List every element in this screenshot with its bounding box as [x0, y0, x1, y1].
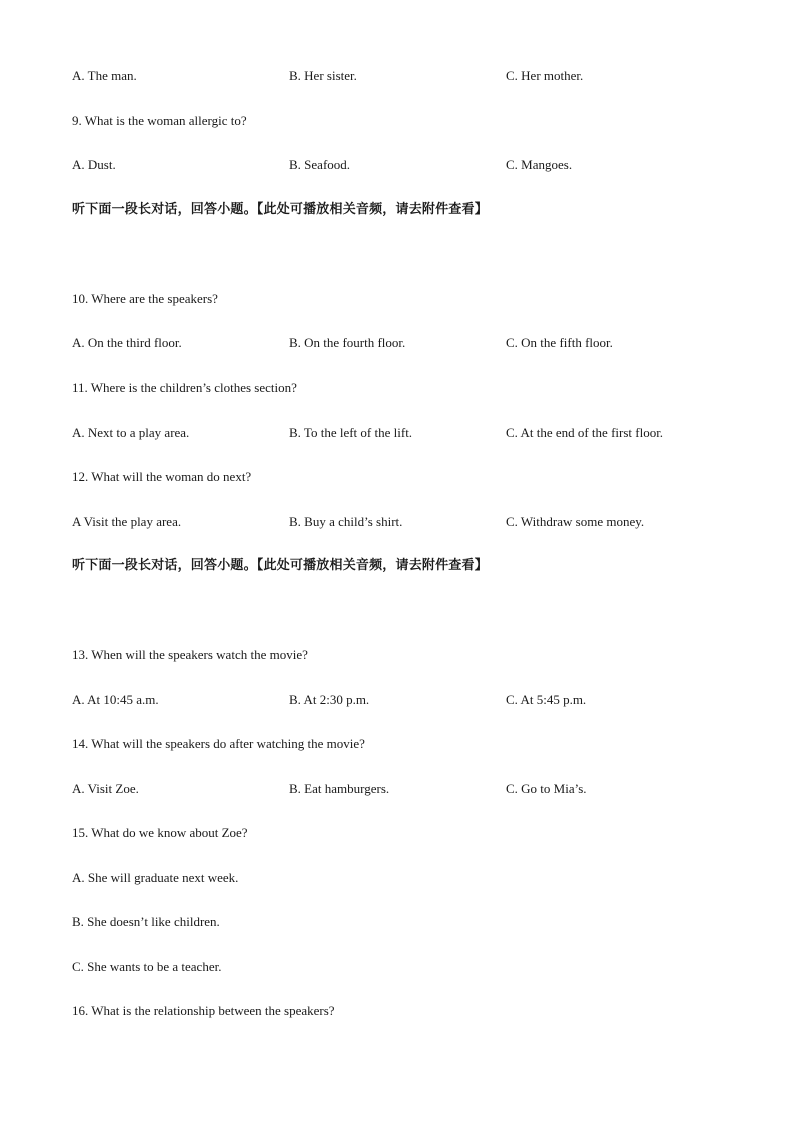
q14-option-c: C. Go to Mia’s.: [506, 781, 587, 796]
q13-option-b: B. At 2:30 p.m.: [289, 692, 370, 707]
q9-question: 9. What is the woman allergic to?: [72, 113, 247, 128]
q10-option-a: A. On the third floor.: [72, 335, 182, 350]
q8-option-c: C. Her mother.: [506, 68, 584, 83]
q15-option-b: B. She doesn’t like children.: [72, 914, 220, 929]
q15-option-a: A. She will graduate next week.: [72, 870, 239, 885]
q16-question: 16. What is the relationship between the speakers?: [72, 1003, 335, 1018]
q12-option-b: B. Buy a child’s shirt.: [289, 514, 403, 529]
q10-option-c: C. On the fifth floor.: [506, 335, 613, 350]
section-instruction-1: 听下面一段长对话，回答小题。【此处可播放相关音频，请去附件查看】: [72, 202, 488, 217]
q9-option-a: A. Dust.: [72, 157, 116, 172]
q10-question: 10. Where are the speakers?: [72, 291, 218, 306]
q13-question: 13. When will the speakers watch the movie?: [72, 647, 308, 662]
q11-option-a: A. Next to a play area.: [72, 425, 190, 440]
q9-option-c: C. Mangoes.: [506, 157, 573, 172]
q13-option-a: A. At 10:45 a.m.: [72, 692, 159, 707]
q8-option-b: B. Her sister.: [289, 68, 357, 83]
q14-option-a: A. Visit Zoe.: [72, 781, 139, 796]
q14-question: 14. What will the speakers do after watching the movie?: [72, 736, 365, 751]
q12-option-c: C. Withdraw some money.: [506, 514, 645, 529]
q14-option-b: B. Eat hamburgers.: [289, 781, 390, 796]
section-instruction-2: 听下面一段长对话，回答小题。【此处可播放相关音频，请去附件查看】: [72, 558, 488, 573]
q13-option-c: C. At 5:45 p.m.: [506, 692, 587, 707]
q11-question: 11. Where is the children’s clothes section?: [72, 380, 297, 395]
q15-question: 15. What do we know about Zoe?: [72, 825, 248, 840]
q8-option-a: A. The man.: [72, 68, 137, 83]
q11-option-b: B. To the left of the lift.: [289, 425, 413, 440]
q10-option-b: B. On the fourth floor.: [289, 335, 406, 350]
q11-option-c: C. At the end of the first floor.: [506, 425, 664, 440]
q9-option-b: B. Seafood.: [289, 157, 351, 172]
q12-option-a: A Visit the play area.: [72, 514, 182, 529]
q12-question: 12. What will the woman do next?: [72, 469, 252, 484]
q15-option-c: C. She wants to be a teacher.: [72, 959, 222, 974]
